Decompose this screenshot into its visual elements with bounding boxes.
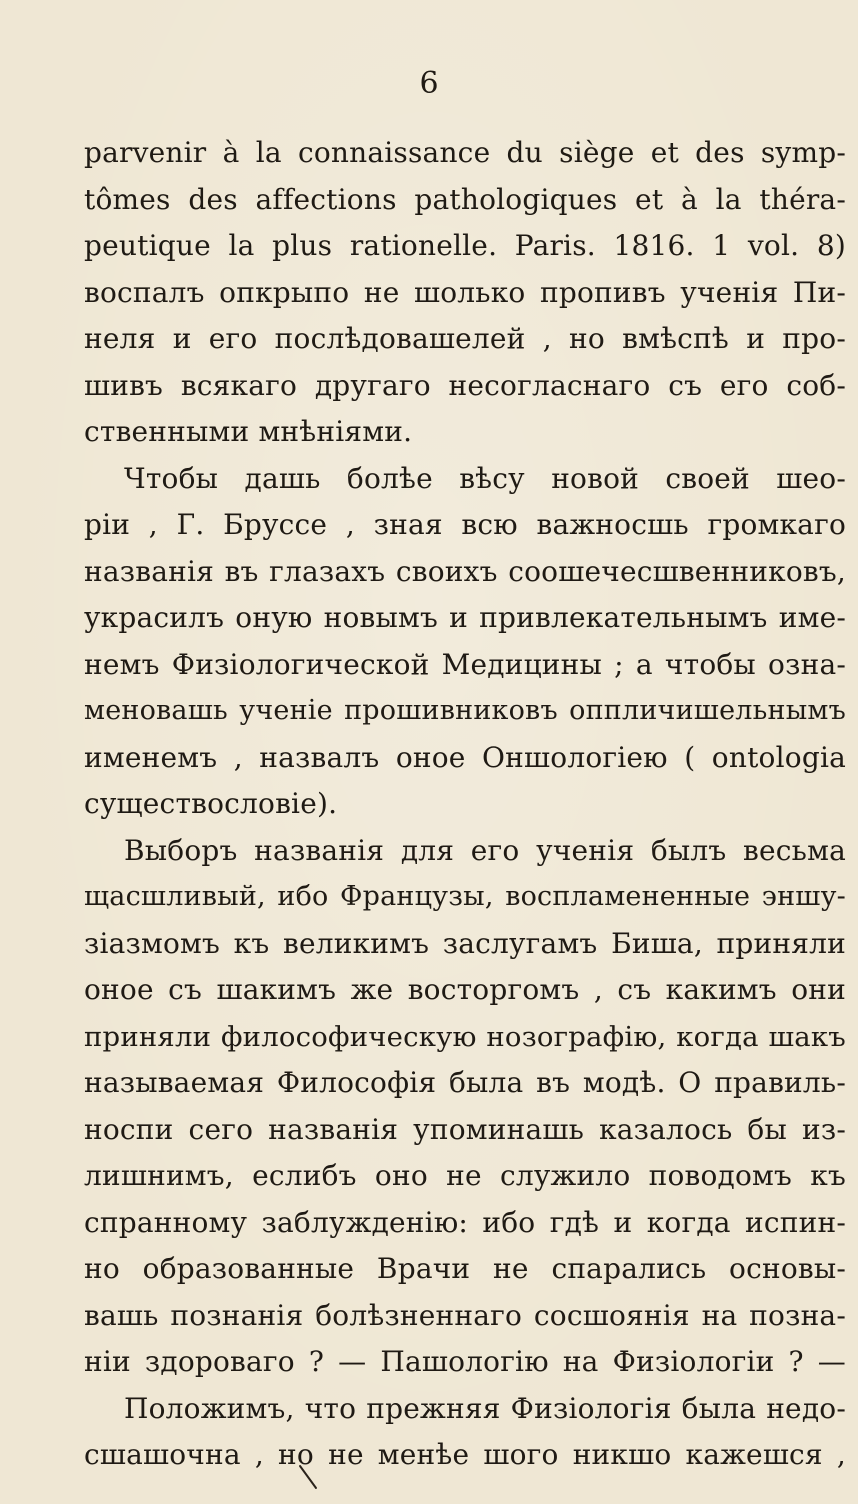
text-line: tômes des affections pathologiques et à la théra- [84, 182, 846, 216]
ink-mark-icon [296, 1464, 326, 1494]
page-number: 6 [419, 66, 439, 101]
text-line: лишнимъ, еслибъ оно не служило поводомъ къ [84, 1159, 846, 1192]
paragraph-4 [84, 1386, 846, 1479]
text-line: ніи здороваго ? — Пашологію на Физіологіи ? — [84, 1345, 846, 1378]
text-line: сшашочна , но не менѣе шого никшо кажешся , [84, 1438, 846, 1471]
text-line: Положимъ, что прежняя Физіологія была недо- [124, 1391, 846, 1425]
text-line: названія въ глазахъ своихъ соошечесшвенниковъ, [84, 554, 846, 588]
text-line: оное съ шакимъ же восторгомъ , съ какимъ они [84, 973, 846, 1006]
paragraph-2 [84, 456, 846, 828]
text-line: именемъ , назвалъ оное Оншологіею ( ontologia [84, 740, 846, 774]
text-line: щасшливый, ибо Французы, воспламененные эншу- [84, 881, 846, 912]
text-line: немъ Физіологической Медицины ; а чтобы озна- [84, 647, 846, 681]
body-text [84, 130, 846, 1479]
text-line: ственными мнѣніями. [84, 415, 413, 448]
text-line: носпи сего названія упоминашь казалось бы из- [84, 1112, 846, 1146]
text-line: украсилъ оную новымъ и привлекательнымъ име- [84, 601, 846, 634]
text-line: зіазмомъ къ великимъ заслугамъ Биша, приняли [84, 926, 846, 960]
text-line: называемая Философія была въ модѣ. О правиль- [84, 1066, 846, 1099]
text-line: воспалъ опкрыпо не шолько пропивъ ученія Пи- [84, 275, 846, 309]
text-line: приняли философическую нозографію, когда шакъ [84, 1020, 846, 1053]
text-line: peutique la plus rationelle. Paris. 1816. 1 vol. 8) [84, 229, 846, 262]
text-line: вашь познанія болѣзненнаго сосшоянія на позна- [84, 1298, 846, 1332]
text-line: но образованные Врачи не спарались основы- [84, 1252, 846, 1285]
text-line: шивъ всякаго другаго несогласнаго съ его соб- [84, 368, 846, 402]
paragraph-1 [84, 130, 846, 456]
text-line: спранному заблужденію: ибо гдѣ и когда испин- [84, 1205, 846, 1239]
text-line: меновашь ученіе прошивниковъ оппличишельнымъ [84, 695, 846, 726]
text-line: Чтобы дашь болѣе вѣсу новой своей шео- [124, 461, 846, 495]
text-line: parvenir à la connaissance du siège et des symp- [84, 136, 846, 169]
paragraph-3 [84, 828, 846, 1386]
text-line: ріи , Г. Бруссе , зная всю важносшь громкаго [84, 508, 846, 541]
text-line: Выборъ названія для его ученія былъ весьма [124, 833, 846, 867]
text-line: неля и его послѣдовашелей , но вмѣспѣ и про- [84, 322, 846, 355]
text-line: существословіе). [84, 787, 338, 820]
